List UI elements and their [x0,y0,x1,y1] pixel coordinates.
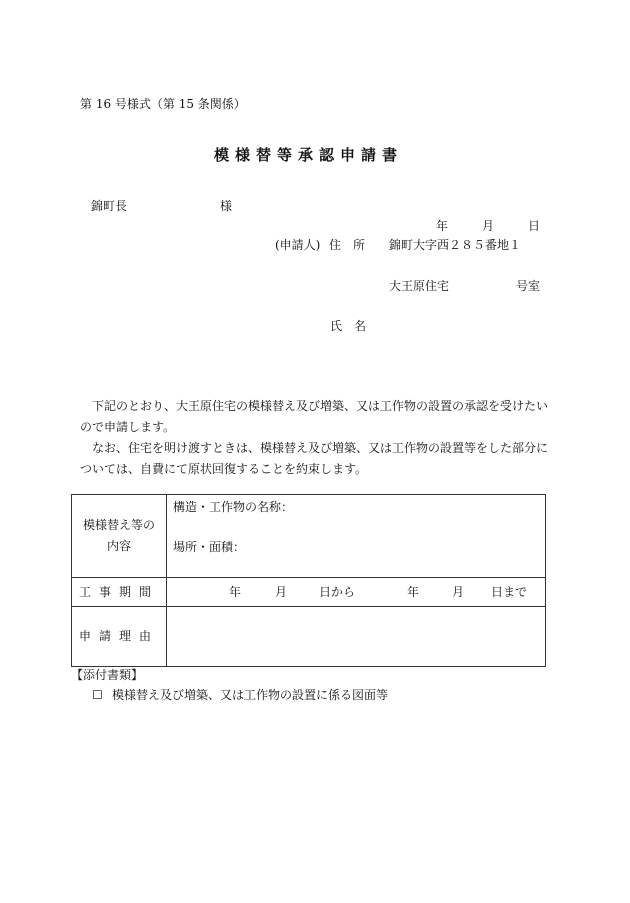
attachments-heading: 【添付書類】 [71,668,144,682]
document-title: 模様替等承認申請書 [214,146,404,164]
period-to-month: 月 [452,585,465,599]
attachment-item: 模様替え及び増築、又は工作物の設置に係る図面等 [112,688,389,702]
period-row [72,578,546,607]
period-value-cell[interactable] [167,578,546,607]
addressee-honorific: 様 [220,199,233,213]
period-from-day: 日から [319,585,356,599]
date-year: 年 [436,219,449,233]
body-paragraph-2: なお、住宅を明け渡すときは、模様替え及び増築、又は工作物の設置等をした部分については、自費にて原状回復することを約束します。 [80,441,549,476]
structure-label: 構造・工作物の名称： [173,500,294,514]
content-label-line1: 模様替え等の [82,518,155,532]
addressee-name: 錦町長 [91,199,128,213]
period-from-month: 月 [275,585,288,599]
application-table [71,494,546,667]
housing-name: 大王原住宅 [389,279,450,293]
date-day: 日 [528,219,541,233]
content-value-cell[interactable] [167,495,546,578]
period-label-cell: 工事期間 [72,578,167,607]
name-label: 氏 名 [330,319,367,333]
content-row [72,495,546,578]
period-to-year: 年 [407,585,420,599]
applicant-label: (申請人) [275,238,321,252]
reason-value-cell[interactable] [167,607,546,667]
date-month: 月 [482,219,495,233]
reason-label-cell: 申請理由 [72,607,167,667]
content-label-line2: 内容 [106,539,131,553]
room-suffix: 号室 [516,279,541,293]
period-to-day: 日まで [491,585,528,599]
address-label: 住 所 [329,238,366,252]
content-label-cell [72,495,167,578]
reason-row [72,607,546,667]
body-paragraph-1: 下記のとおり、大王原住宅の模様替え及び増築、又は工作物の設置の承認を受けたいので申請します。 [80,399,549,434]
location-label: 場所・面積： [173,540,246,554]
address-value: 錦町大字西２８５番地１ [389,238,522,252]
attachment-checkbox[interactable]: ☐ [92,688,103,702]
form-number: 第 16 号様式（第 15 条関係） [80,97,246,111]
period-from-year: 年 [229,585,242,599]
